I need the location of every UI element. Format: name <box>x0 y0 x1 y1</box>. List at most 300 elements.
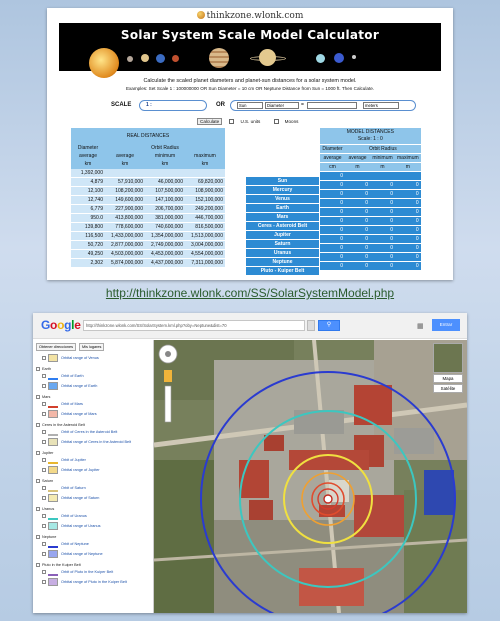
real-cell-max: 4,554,000,000 <box>185 249 225 258</box>
model-cell: 0 <box>345 180 370 189</box>
real-cell-diam: 950.0 <box>71 213 105 222</box>
model-cell: 0 <box>395 234 421 243</box>
real-cell-max <box>185 169 225 178</box>
my-places-button[interactable]: Mis lugares <box>79 343 104 351</box>
jupiter-image <box>209 48 229 68</box>
real-row <box>71 249 225 258</box>
model-cell: 0 <box>370 234 395 243</box>
layer-label: Saturn <box>42 479 54 483</box>
layer-checkbox[interactable] <box>42 580 46 584</box>
real-cell-min: 740,600,000 <box>145 222 185 231</box>
layer-label: Jupiter <box>42 451 54 455</box>
model-col-average: average <box>345 153 370 162</box>
body-row <box>246 186 319 195</box>
model-cell <box>370 171 395 180</box>
body-row <box>246 231 319 240</box>
model-cell: 0 <box>345 252 370 261</box>
satellite-map[interactable] <box>154 340 467 613</box>
logo-letter: e <box>74 318 81 332</box>
layer-checkbox[interactable] <box>36 451 40 455</box>
real-cell-avg: 2,877,000,000 <box>105 240 145 249</box>
layer-label: Orbital range of Venus <box>61 356 99 360</box>
layer-item[interactable] <box>42 570 113 576</box>
layer-checkbox[interactable] <box>36 367 40 371</box>
real-cell-diam: 12,100 <box>71 186 105 195</box>
layer-checkbox[interactable] <box>36 395 40 399</box>
layer-label: Neptune <box>42 535 57 539</box>
title-banner <box>59 23 441 71</box>
layer-group[interactable] <box>36 451 53 455</box>
layer-checkbox[interactable] <box>42 412 46 416</box>
model-cell: 0 <box>395 252 421 261</box>
layer-checkbox[interactable] <box>42 486 46 490</box>
layer-checkbox[interactable] <box>36 507 40 511</box>
mars-image <box>172 55 179 62</box>
calculator-url-link[interactable]: http://thinkzone.wlonk.com/SS/SolarSystemModel.php <box>105 286 395 300</box>
body-name: Sun <box>246 177 319 186</box>
model-row <box>320 234 421 243</box>
model-cell: 0 <box>395 198 421 207</box>
real-cell-max: 1,513,000,000 <box>185 231 225 240</box>
body-name: Ceres - Asteroid Belt <box>246 222 319 231</box>
range-swatch-icon <box>48 550 58 558</box>
model-col-maximum: maximum <box>397 154 419 161</box>
model-col-diameter: Diameter <box>320 144 345 153</box>
layer-label: Orbital range of Saturn <box>61 496 100 500</box>
real-cell-min: 107,500,000 <box>145 186 185 195</box>
moons-option[interactable] <box>274 119 305 124</box>
layer-label: Orbital range of Jupiter <box>61 468 100 472</box>
model-cell: 0 <box>345 261 370 270</box>
layer-checkbox[interactable] <box>36 423 40 427</box>
logo-letter: o <box>50 318 58 332</box>
layer-label: Orbital range of Ceres in the Asteroid Belt <box>61 440 132 444</box>
body-row <box>246 213 319 222</box>
model-col-minimum: minimum <box>370 153 395 162</box>
model-row <box>320 171 421 180</box>
real-cell-min <box>145 169 185 178</box>
orbit-line-icon <box>48 515 58 520</box>
earth-image <box>156 54 165 63</box>
layer-checkbox[interactable] <box>42 384 46 388</box>
search-button[interactable] <box>318 320 340 331</box>
layer-checkbox[interactable] <box>42 440 46 444</box>
page-title: Solar System Scale Model Calculator <box>120 28 380 42</box>
google-logo[interactable] <box>41 318 81 332</box>
real-cell-max: 152,100,000 <box>185 195 225 204</box>
orbit-line-icon <box>48 431 58 436</box>
layer-label: Orbit of Neptune <box>61 542 89 546</box>
layer-checkbox[interactable] <box>42 356 46 360</box>
model-cell: 0 <box>395 189 421 198</box>
model-row <box>320 225 421 234</box>
brand-globe-icon <box>197 11 205 19</box>
pegman-icon <box>164 370 172 382</box>
layer-group[interactable] <box>36 535 56 539</box>
orbit-line-icon <box>48 487 58 492</box>
real-cell-avg: 149,600,000 <box>105 195 145 204</box>
layer-label: Orbit of Uranus <box>61 514 87 518</box>
real-col-diameter: Diameter <box>71 144 105 152</box>
venus-image <box>141 54 149 62</box>
model-distances-header <box>320 128 421 144</box>
map-canvas <box>154 340 467 613</box>
moons-label: Moons <box>284 119 299 124</box>
model-cell: 0 <box>320 207 345 216</box>
real-cell-avg: 778,600,000 <box>105 222 145 231</box>
layer-label: Uranus <box>42 507 55 511</box>
model-cell <box>395 171 421 180</box>
model-cell: 0 <box>320 216 345 225</box>
body-row <box>246 204 319 213</box>
model-row <box>320 216 421 225</box>
logo-letter: g <box>64 318 72 332</box>
layer-label: Orbital range of Neptune <box>61 552 103 556</box>
layer-item[interactable] <box>42 382 97 390</box>
body-row <box>246 249 319 258</box>
real-cell-min: 4,453,000,000 <box>145 249 185 258</box>
model-cell: 0 <box>370 243 395 252</box>
real-cell-max: 249,200,000 <box>185 204 225 213</box>
zoom-slider <box>165 386 171 422</box>
body-row <box>246 222 319 231</box>
body-name: Uranus <box>246 249 319 258</box>
real-cell-avg: 227,900,000 <box>105 204 145 213</box>
real-cell-diam: 49,250 <box>71 249 105 258</box>
sun-marker <box>324 495 332 503</box>
model-row <box>320 180 421 189</box>
calculate-button[interactable]: Calculate <box>197 118 222 125</box>
uranus-image <box>316 54 325 63</box>
real-col-orbit-radius: Orbit Radius <box>105 144 225 152</box>
real-cell-max: 69,820,000 <box>185 177 225 186</box>
model-cell: 0 <box>395 225 421 234</box>
layer-label: Orbital range of Mars <box>61 412 97 416</box>
layer-group[interactable] <box>36 367 51 371</box>
model-cell: 0 <box>370 189 395 198</box>
layer-item[interactable] <box>42 466 100 474</box>
logo-letter: G <box>41 318 51 332</box>
real-unit-max: km <box>185 160 225 168</box>
site-brand[interactable] <box>47 11 453 21</box>
model-cell: 0 <box>345 189 370 198</box>
layer-checkbox[interactable] <box>36 563 40 567</box>
scale-prefix: 1 : <box>146 102 152 108</box>
real-unit-min: km <box>145 160 185 168</box>
or-label: OR <box>216 102 225 108</box>
layer-label: Pluto in the Kuiper Belt <box>42 563 81 567</box>
us-units-checkbox[interactable] <box>229 119 234 124</box>
real-unit-avg: km <box>105 160 145 168</box>
orbit-line-icon <box>48 543 58 548</box>
range-swatch-icon <box>48 522 58 530</box>
body-name: Earth <box>246 204 319 213</box>
layers-sidebar <box>33 340 154 613</box>
maps-top-bar <box>33 313 467 339</box>
layer-item[interactable] <box>42 522 100 530</box>
model-unit-diam: cm <box>320 162 345 171</box>
real-col-minimum: minimum <box>145 152 185 160</box>
real-cell-avg: 4,503,000,000 <box>105 249 145 258</box>
real-row <box>71 231 225 240</box>
signin-button[interactable]: Entrar <box>432 319 460 331</box>
instructions-text: Calculate the scaled planet diameters and planet-sun distances for a solar system model. <box>143 78 357 84</box>
real-cell-diam: 116,500 <box>71 231 105 240</box>
layer-label: Earth <box>42 367 52 371</box>
body-name: Mercury <box>246 186 319 195</box>
layer-item[interactable] <box>42 374 84 380</box>
body-name: Neptune <box>246 258 319 267</box>
model-cell: 0 <box>320 189 345 198</box>
real-row <box>71 186 225 195</box>
layer-group[interactable] <box>36 479 53 483</box>
layer-checkbox[interactable] <box>42 570 46 574</box>
model-header-title: MODEL DISTANCES <box>346 128 394 135</box>
layer-checkbox[interactable] <box>42 542 46 546</box>
neptune-image <box>334 53 344 63</box>
real-cell-diam: 6,779 <box>71 204 105 213</box>
layer-checkbox[interactable] <box>36 535 40 539</box>
real-col-average: average <box>105 152 145 160</box>
orbit-line-icon <box>48 403 58 408</box>
body-row <box>246 177 319 186</box>
body-row <box>246 240 319 249</box>
real-unit-diam: km <box>71 160 105 168</box>
model-cell: 0 <box>320 243 345 252</box>
satellite-view-button[interactable]: Satélite <box>433 384 463 393</box>
layer-item[interactable] <box>42 514 87 520</box>
model-row <box>320 252 421 261</box>
range-swatch-icon <box>48 438 58 446</box>
range-swatch-icon <box>48 494 58 502</box>
layer-checkbox[interactable] <box>42 524 46 528</box>
layer-item[interactable] <box>42 438 131 446</box>
model-row <box>320 198 421 207</box>
model-distances-table <box>320 128 421 271</box>
body-names-table <box>246 177 319 276</box>
layer-item[interactable] <box>42 458 86 464</box>
layer-label: Orbital range of Pluto in the Kuiper Belt <box>61 580 127 584</box>
layer-label: Orbital range of Uranus <box>61 524 101 528</box>
model-col-orbit-radius: Orbit Radius <box>345 144 421 153</box>
layer-checkbox[interactable] <box>42 458 46 462</box>
model-col-average-diam: average <box>320 153 345 162</box>
layer-item[interactable] <box>42 354 99 362</box>
model-unit-avg: m <box>345 162 370 171</box>
layer-checkbox[interactable] <box>42 514 46 518</box>
sun-image <box>89 48 119 78</box>
range-swatch-icon <box>48 382 58 390</box>
layer-checkbox[interactable] <box>42 374 46 378</box>
model-cell: 0 <box>320 234 345 243</box>
search-options-button[interactable] <box>307 320 315 331</box>
layer-label: Orbit of Mars <box>61 402 83 406</box>
layer-checkbox[interactable] <box>42 552 46 556</box>
real-cell-diam: 2,302 <box>71 258 105 267</box>
model-cell: 0 <box>395 207 421 216</box>
real-cell-max: 3,004,000,000 <box>185 240 225 249</box>
model-cell: 0 <box>345 198 370 207</box>
layer-item[interactable] <box>42 430 117 436</box>
pluto-image <box>352 55 356 59</box>
orbit-line-icon <box>48 375 58 380</box>
model-cell: 0 <box>370 225 395 234</box>
real-col-average-diam: average <box>71 152 105 160</box>
instructions <box>47 78 453 92</box>
model-cell: 0 <box>370 207 395 216</box>
real-cell-avg: 108,200,000 <box>105 186 145 195</box>
layer-item[interactable] <box>42 542 89 548</box>
us-units-label: U.S. units <box>240 119 261 124</box>
layer-item[interactable] <box>42 578 127 586</box>
real-row <box>71 213 225 222</box>
layer-label: Mars <box>42 395 51 399</box>
real-distances-header: REAL DISTANCES <box>71 128 225 144</box>
map-view-button[interactable]: Mapa <box>433 374 463 383</box>
real-col-maximum: maximum <box>185 152 225 160</box>
apps-grid-icon[interactable]: ▦ <box>417 323 424 330</box>
model-cell: 0 <box>320 180 345 189</box>
layer-group[interactable] <box>36 563 81 567</box>
model-cell: 0 <box>320 171 345 180</box>
layer-item[interactable] <box>42 402 83 408</box>
model-row <box>320 243 421 252</box>
unit-select[interactable]: meters <box>363 102 399 109</box>
model-cell: 0 <box>320 261 345 270</box>
site-brand-text: thinkzone.wlonk.com <box>206 11 304 21</box>
google-maps-card <box>33 313 467 613</box>
model-cell: 0 <box>345 225 370 234</box>
model-scale-text: Scale: 1 : 0 <box>357 135 383 142</box>
layer-item[interactable] <box>42 410 97 418</box>
layer-item[interactable] <box>42 550 103 558</box>
real-distances-table <box>71 128 225 268</box>
model-cell: 0 <box>370 261 395 270</box>
real-cell-min: 1,354,000,000 <box>145 231 185 240</box>
layer-group[interactable] <box>36 507 54 511</box>
layer-checkbox[interactable] <box>42 402 46 406</box>
real-cell-avg: 1,433,000,000 <box>105 231 145 240</box>
layer-item[interactable] <box>42 486 86 492</box>
real-row <box>71 195 225 204</box>
model-cell: 0 <box>345 243 370 252</box>
directions-button[interactable]: Obtener direcciones <box>36 343 76 351</box>
real-cell-max: 816,500,000 <box>185 222 225 231</box>
model-cell: 0 <box>370 198 395 207</box>
body-row <box>246 267 319 276</box>
scale-input[interactable] <box>139 100 207 111</box>
layer-checkbox[interactable] <box>42 468 46 472</box>
maps-search-input[interactable]: http://thinkzone.wlonk.com/SS/SolarSystem.kml.php?oby=Neptune&dist=70 <box>83 320 305 331</box>
layer-label: Orbital range of Earth <box>61 384 98 388</box>
model-cell: 0 <box>320 252 345 261</box>
model-cell <box>345 171 370 180</box>
model-row <box>320 189 421 198</box>
model-cell: 0 <box>395 261 421 270</box>
layer-checkbox[interactable] <box>36 479 40 483</box>
search-icon: ⚲ <box>326 322 332 328</box>
moons-checkbox[interactable] <box>274 119 279 124</box>
range-swatch-icon <box>48 354 58 362</box>
real-row <box>71 204 225 213</box>
scale-label: SCALE <box>111 102 132 108</box>
value-input[interactable] <box>307 102 357 109</box>
body-name: Saturn <box>246 240 319 249</box>
real-cell-min: 147,100,000 <box>145 195 185 204</box>
body-name: Jupiter <box>246 231 319 240</box>
real-cell-min: 4,437,000,000 <box>145 258 185 267</box>
model-cell: 0 <box>345 207 370 216</box>
model-unit-max: m <box>395 162 421 171</box>
logo-letter: o <box>57 318 65 332</box>
layer-group[interactable] <box>36 423 85 427</box>
layer-item[interactable] <box>42 494 99 502</box>
view-thumbnail[interactable] <box>433 343 463 373</box>
calculator-card <box>47 8 453 280</box>
real-row <box>71 222 225 231</box>
real-cell-avg: 413,800,000 <box>105 213 145 222</box>
range-swatch-icon <box>48 410 58 418</box>
layer-label: Ceres in the Asteroid Belt <box>42 423 85 427</box>
model-cell: 0 <box>345 234 370 243</box>
real-row <box>71 240 225 249</box>
real-row <box>71 177 225 186</box>
layer-label: Orbit of Pluto in the Kuiper Belt <box>61 570 114 574</box>
body-name: Venus <box>246 195 319 204</box>
range-swatch-icon <box>48 466 58 474</box>
layer-group[interactable] <box>36 395 50 399</box>
layer-label: Orbit of Earth <box>61 374 84 378</box>
scale-row <box>87 99 417 113</box>
body-row <box>246 195 319 204</box>
real-cell-avg: 57,910,000 <box>105 177 145 186</box>
real-cell-min: 206,700,000 <box>145 204 185 213</box>
model-cell: 0 <box>370 252 395 261</box>
model-cell: 0 <box>370 216 395 225</box>
model-cell: 0 <box>395 243 421 252</box>
object-select[interactable]: Sun <box>237 102 263 109</box>
us-units-option[interactable] <box>229 119 266 124</box>
model-row <box>320 207 421 216</box>
measure-select[interactable]: Diameter <box>265 102 299 109</box>
model-cell: 0 <box>395 180 421 189</box>
real-cell-avg <box>105 169 145 178</box>
mercury-image <box>127 56 133 62</box>
real-cell-diam: 12,740 <box>71 195 105 204</box>
logo-letter: l <box>71 318 75 332</box>
layer-label: Orbit of Saturn <box>61 486 86 490</box>
model-cell: 0 <box>345 216 370 225</box>
real-cell-max: 446,700,000 <box>185 213 225 222</box>
real-cell-min: 46,000,000 <box>145 177 185 186</box>
real-cell-max: 108,900,000 <box>185 186 225 195</box>
model-cell: 0 <box>395 216 421 225</box>
orbit-line-icon <box>48 459 58 464</box>
model-unit-min: m <box>370 162 395 171</box>
calc-controls <box>197 118 310 125</box>
real-cell-min: 381,000,000 <box>145 213 185 222</box>
model-cell: 0 <box>320 225 345 234</box>
equals-label: = <box>301 102 304 108</box>
model-cell: 0 <box>320 198 345 207</box>
real-cell-max: 7,311,000,000 <box>185 258 225 267</box>
layer-checkbox[interactable] <box>42 430 46 434</box>
layer-label: Orbit of Ceres in the Asteroid Belt <box>61 430 118 434</box>
real-cell-diam: 139,800 <box>71 222 105 231</box>
layer-checkbox[interactable] <box>42 496 46 500</box>
real-cell-min: 2,749,000,000 <box>145 240 185 249</box>
layer-label: Orbit of Jupiter <box>61 458 86 462</box>
